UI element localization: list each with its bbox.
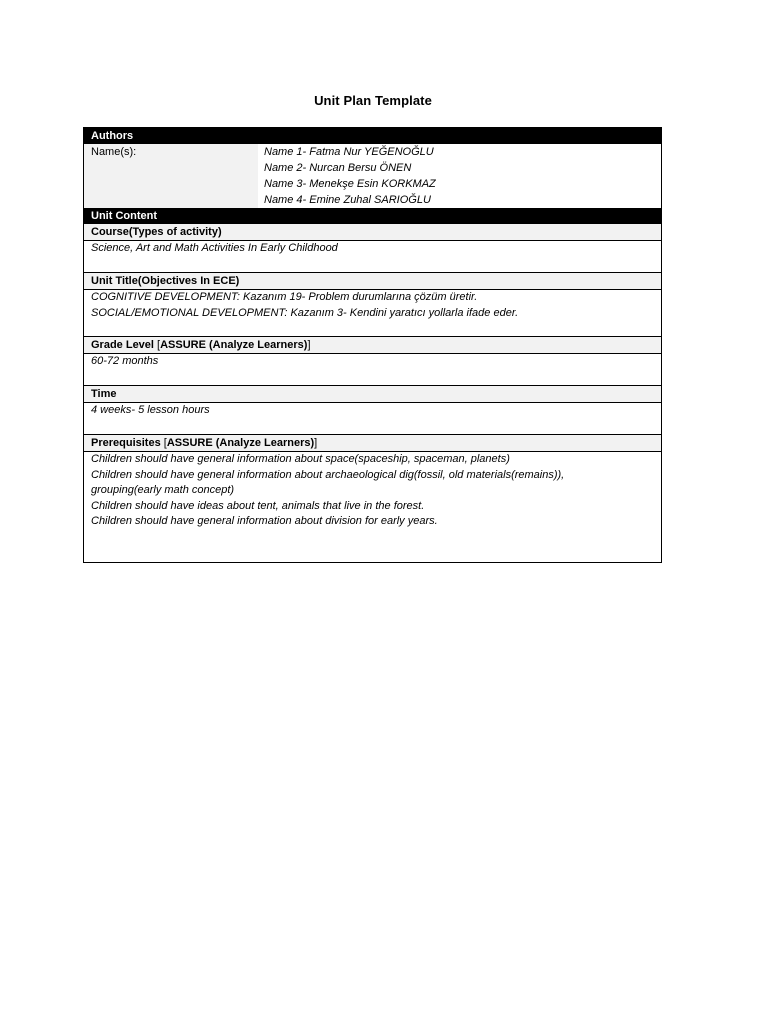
time-content [84,403,661,434]
names-label: Name(s): [91,146,137,158]
author-name: Name 2- Nurcan Bersu ÖNEN [264,162,412,174]
grade-level-bracket-close: ] [307,339,311,351]
prerequisites-bracket-close: ] [314,437,318,449]
course-line: Science, Art and Math Activities In Early Childhood [91,242,338,254]
authors-header: Authors [84,128,661,144]
objective-line: SOCIAL/EMOTIONAL DEVELOPMENT: Kazanım 3- Kendini yaratıcı yollarla ifade eder. [91,306,519,319]
prerequisites-label-main: Prerequisites [91,437,161,449]
grade-level-label [84,336,661,354]
page-title: Unit Plan Template [314,93,432,108]
course-label: Course(Types of activity) [84,224,661,241]
names-list [258,144,661,208]
time-label: Time [84,385,661,403]
prerequisite-line: grouping(early math concept) [91,484,235,496]
grade-level-label-main: Grade Level [91,339,154,351]
prerequisites-content [84,452,661,562]
grade-level-line: 60-72 months [91,355,159,367]
grade-level-assure: ASSURE (Analyze Learners) [160,339,308,351]
prerequisite-line: Children should have general information about division for early years. [91,515,438,527]
prerequisite-line: Children should have general information about archaeological dig(fossil, old materials(remains)), [91,468,565,481]
prerequisites-bracket-open: [ [160,437,167,449]
unit-title-content [84,290,661,336]
prerequisite-line: Children should have general information about space(spaceship, spaceman, planets) [91,453,510,465]
prerequisite-line: Children should have ideas about tent, animals that live in the forest. [91,499,425,512]
unit-plan-table [83,127,662,563]
unit-title-label: Unit Title(Objectives In ECE) [84,272,661,290]
objective-line: COGNITIVE DEVELOPMENT: Kazanım 19- Problem durumlarına çözüm üretir. [91,291,478,303]
author-name: Name 4- Emine Zuhal SARIOĞLU [264,194,431,206]
author-name: Name 3- Menekşe Esin KORKMAZ [264,178,436,190]
names-row [84,144,661,208]
author-name: Name 1- Fatma Nur YEĞENOĞLU [264,146,434,158]
prerequisites-assure: ASSURE (Analyze Learners) [166,437,315,449]
grade-level-bracket-open: [ [153,339,161,351]
course-content [84,241,661,272]
grade-level-content [84,354,661,385]
time-line: 4 weeks- 5 lesson hours [91,404,210,416]
unit-content-header: Unit Content [84,208,661,224]
prerequisites-label [84,434,661,452]
